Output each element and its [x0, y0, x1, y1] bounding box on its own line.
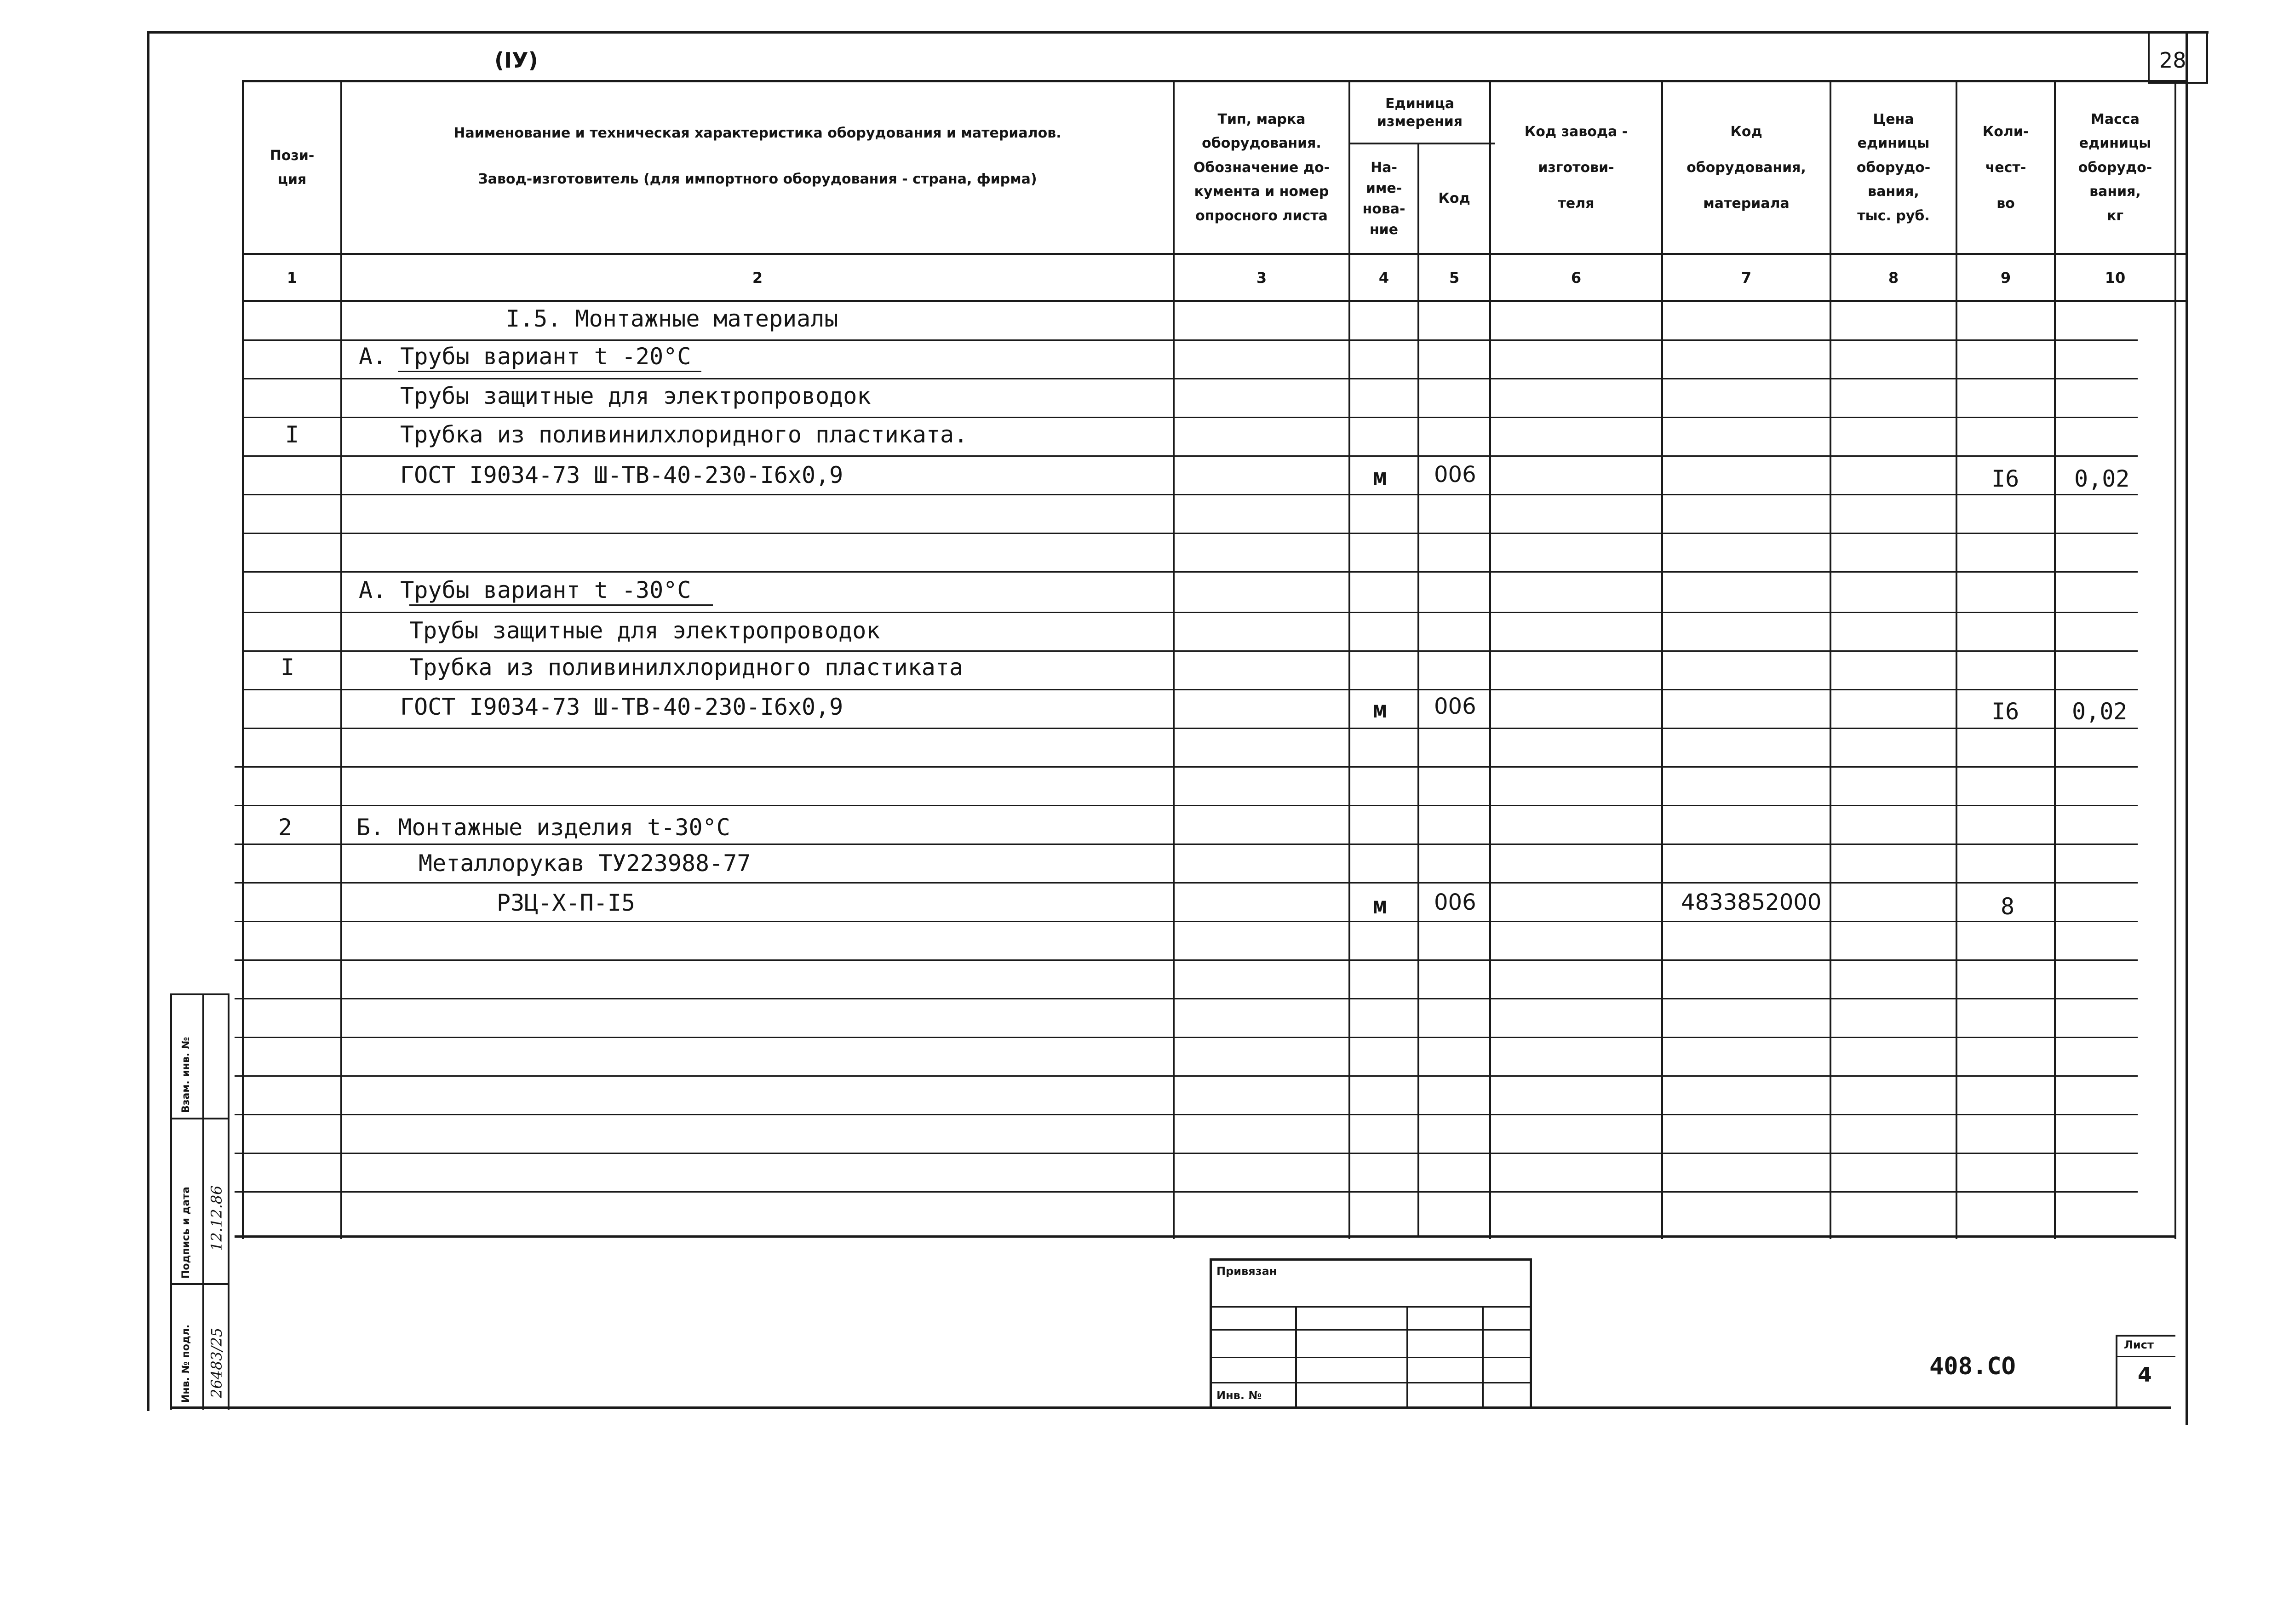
doc-code: 408.CO — [1929, 1353, 2016, 1380]
row-mass: 0,02 — [2074, 465, 2130, 492]
table-top-line — [243, 80, 2188, 82]
row-line — [235, 844, 2138, 845]
col-divider — [1956, 80, 1957, 1239]
tb-col — [1482, 1306, 1484, 1407]
sheet-number: 28 — [2159, 48, 2186, 73]
stamp-podpis-data: Подпись и дата — [180, 1187, 192, 1279]
tb-col — [1406, 1306, 1408, 1407]
row-quantity: 8 — [2001, 893, 2015, 920]
subsection-heading: Б. Монтажные изделия t-30°C — [356, 814, 730, 841]
header-unit-name: На- име- нова- ние — [1362, 160, 1406, 238]
row-equipment-code: 4833852000 — [1681, 889, 1822, 915]
stamp-divider — [170, 1283, 229, 1285]
col-number: 2 — [752, 269, 763, 287]
row-line — [243, 571, 2138, 573]
row-name: Трубка из поливинилхлоридного пластиката. — [400, 421, 968, 448]
header-unit-code: Код — [1438, 190, 1470, 207]
row-unit: м — [1373, 696, 1387, 723]
header-name-line1: Наименование и техническая характеристика оборудования и материалов. — [453, 125, 1061, 141]
stamp-inv-podl: Инв. № подл. — [180, 1324, 192, 1403]
col-divider — [1489, 80, 1491, 1239]
row-unit: м — [1373, 892, 1387, 919]
col-number: 8 — [1888, 269, 1899, 287]
underline — [398, 371, 701, 372]
row-quantity: I6 — [1991, 698, 2019, 725]
list-label: Лист — [2124, 1338, 2154, 1351]
header-quantity: Коли- чест- во — [1982, 124, 2029, 212]
row-position: I — [281, 654, 295, 681]
tb-col — [1295, 1306, 1297, 1407]
header-mass: Масса единицы оборудо- вания, кг — [2078, 111, 2152, 224]
row-name: ГОСТ I9034-73 Ш-ТВ-40-230-I6х0,9 — [400, 694, 843, 720]
list-box — [2116, 1335, 2175, 1337]
list-number: 4 — [2138, 1363, 2152, 1387]
row-line — [235, 882, 2138, 884]
list-box — [2116, 1335, 2117, 1407]
row-mass: 0,02 — [2072, 698, 2128, 725]
row-line — [243, 533, 2138, 534]
stamp-border — [202, 993, 204, 1410]
row-line — [243, 378, 2138, 379]
row-line — [243, 650, 2138, 652]
row-line — [235, 998, 2138, 999]
col-divider — [1830, 80, 1831, 1239]
row-name: Трубы защитные для электропроводок — [409, 617, 880, 644]
col-number: 3 — [1256, 269, 1267, 287]
col-divider — [1173, 80, 1175, 1239]
row-name: Трубы защитные для электропроводок — [400, 383, 871, 409]
tb-privyazan: Привязан — [1216, 1265, 1277, 1278]
section-heading: I.5. Монтажные материалы — [506, 305, 838, 332]
row-line — [243, 339, 2138, 341]
row-line — [243, 689, 2138, 690]
list-box — [2116, 1356, 2175, 1357]
header-manufacturer-code: Код завода - изготови- теля — [1524, 124, 1628, 212]
col-number: 5 — [1449, 269, 1460, 287]
row-unit-code: 006 — [1434, 462, 1476, 488]
section-mark: (IУ) — [494, 48, 538, 73]
col-number: 7 — [1741, 269, 1752, 287]
row-quantity: I6 — [1991, 465, 2019, 492]
row-unit: м — [1373, 464, 1387, 490]
row-line — [235, 1114, 2138, 1115]
stamp-handwritten-date: 12.12.86 — [208, 1185, 225, 1251]
col-divider — [242, 80, 244, 1239]
col-number: 1 — [287, 269, 298, 287]
col-number: 10 — [2105, 269, 2126, 287]
underline — [409, 604, 713, 606]
row-line — [235, 921, 2138, 922]
col-divider — [2054, 80, 2056, 1239]
row-line — [235, 1153, 2138, 1154]
row-name: Трубка из поливинилхлоридного пластиката — [409, 654, 964, 681]
stamp-vzam-inv: Взам. инв. № — [180, 1037, 192, 1113]
row-line — [235, 1191, 2138, 1193]
frame-top — [148, 31, 2209, 34]
row-unit-code: 006 — [1434, 694, 1476, 719]
header-unit-group: Единица измерения — [1377, 96, 1463, 130]
frame-left — [147, 31, 149, 1411]
row-line — [235, 1075, 2138, 1077]
col-divider — [2174, 80, 2176, 1239]
page-number-box-left — [2148, 33, 2150, 84]
row-name: РЗЦ-Х-П-I5 — [497, 889, 636, 916]
tb-border — [1530, 1258, 1532, 1408]
stamp-handwritten-inv: 26483/25 — [208, 1327, 225, 1398]
subsection-heading: А. Трубы вариант t -20°C — [359, 343, 691, 370]
header-price: Цена единицы оборудо- вания, тыс. руб. — [1856, 111, 1931, 224]
row-line — [235, 1037, 2138, 1038]
stamp-border — [170, 993, 229, 995]
row-name: ГОСТ I9034-73 Ш-ТВ-40-230-I6х0,9 — [400, 462, 843, 488]
header-bottom-line — [243, 253, 2188, 255]
row-line — [243, 612, 2138, 613]
stamp-divider — [170, 1118, 229, 1119]
row-position: 2 — [278, 814, 293, 841]
stamp-border — [228, 993, 229, 1410]
col-number: 6 — [1571, 269, 1582, 287]
page-number-box-right — [2206, 33, 2208, 84]
header-position: Пози- ция — [270, 147, 315, 188]
row-line — [243, 455, 2138, 457]
frame-bottom — [170, 1406, 2171, 1409]
frame-right — [2186, 31, 2188, 1425]
row-position: I — [285, 421, 299, 448]
row-line — [243, 728, 2138, 729]
header-equipment-code: Код оборудования, материала — [1687, 124, 1806, 212]
col-divider — [1661, 80, 1663, 1239]
col-divider — [1417, 143, 1419, 1237]
row-line — [243, 417, 2138, 418]
col-number: 4 — [1378, 269, 1389, 287]
table-body-bottom-line — [235, 1235, 2175, 1238]
row-line — [243, 494, 2138, 495]
tb-inv-no: Инв. № — [1216, 1389, 1262, 1402]
tb-border — [1210, 1258, 1212, 1408]
header-type: Тип, марка оборудования. Обозначение до- кумента и номер опросного листа — [1193, 111, 1330, 224]
row-unit-code: 006 — [1434, 889, 1476, 915]
colnum-bottom-line — [243, 300, 2188, 302]
col-divider — [1348, 80, 1350, 1239]
col-number: 9 — [2000, 269, 2011, 287]
row-line — [235, 766, 2138, 768]
col-divider — [340, 80, 342, 1239]
row-name: Металлорукав ТУ223988-77 — [419, 850, 751, 877]
subsection-heading: А. Трубы вариант t -30°C — [359, 577, 691, 603]
header-name-line2: Завод-изготовитель (для импортного оборудования - страна, фирма) — [478, 171, 1037, 187]
stamp-border — [170, 993, 172, 1410]
row-line — [235, 805, 2138, 806]
tb-border — [1210, 1258, 1532, 1261]
row-line — [235, 959, 2138, 961]
